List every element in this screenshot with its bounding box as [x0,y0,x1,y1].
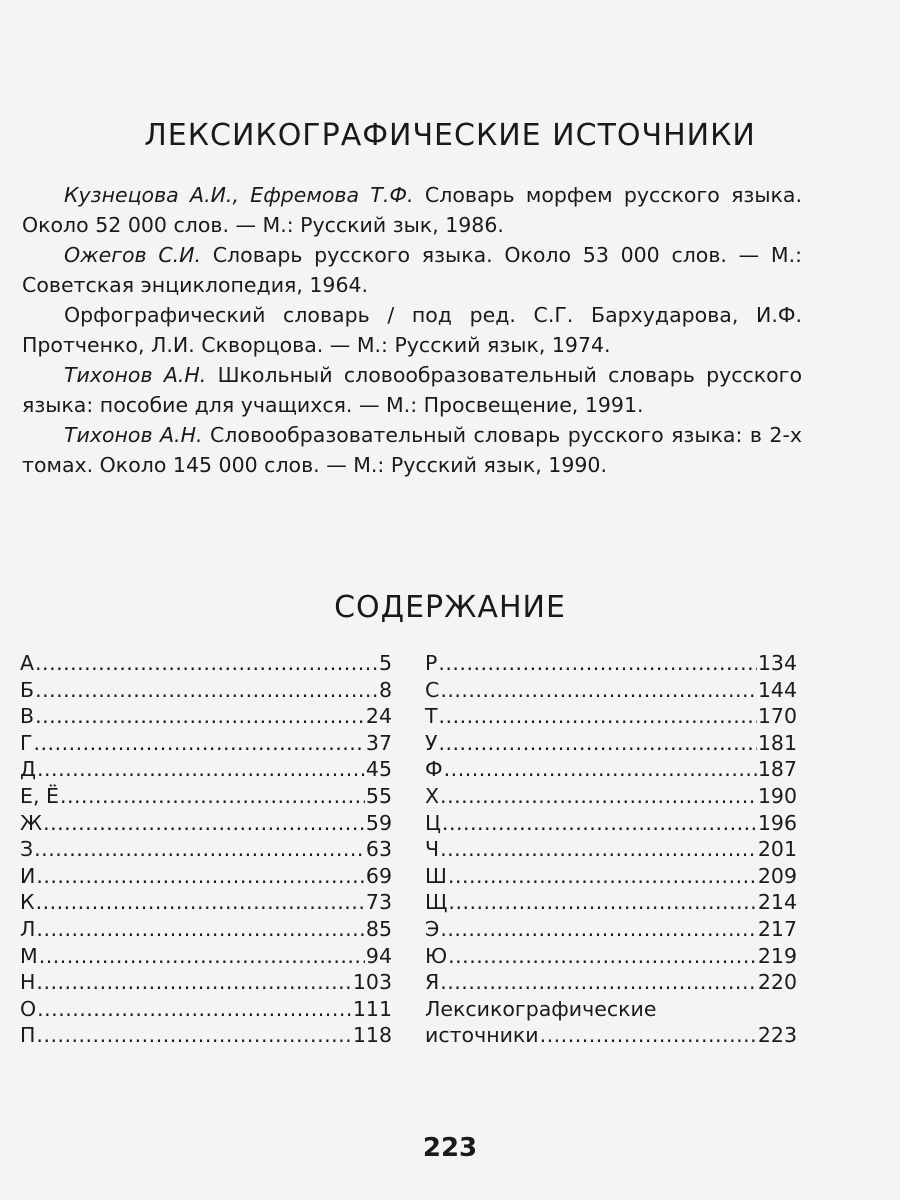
toc-entry [20,996,392,1023]
toc-letter: Д [20,757,37,782]
toc-page-number: 55 [365,783,392,808]
toc-entry [20,1022,392,1049]
toc-leader-dots [36,1022,351,1049]
toc-page-number: 45 [365,757,392,782]
toc-page-number: 181 [757,730,797,755]
toc-letter: Г [20,730,33,755]
toc-leader-dots [34,836,365,863]
toc-entry [20,783,392,810]
toc-letter: У [425,730,438,755]
toc-letter: И [20,863,36,888]
toc-entry [20,969,392,996]
lexicographic-sources-heading: ЛЕКСИКОГРАФИЧЕСКИЕ ИСТОЧНИКИ [144,118,756,153]
reference-text: Орфографический словарь / под ред. С.Г. Бархударова, И.Ф. Протченко, Л.И. Скворцова. — М.: Русский язык, 1974. [22,303,802,357]
toc-entry [20,677,392,704]
toc-page-number: 190 [757,783,797,808]
toc-entry [425,810,797,837]
toc-leader-dots [440,836,757,863]
toc-entry [20,730,392,757]
toc-letter: Б [20,677,35,702]
toc-letter: А [20,651,35,675]
toc-letter: Ю [425,943,448,968]
toc-entry [425,730,797,757]
toc-entry [425,783,797,810]
toc-entry [425,889,797,916]
toc-page-number: 196 [757,810,797,835]
toc-letter: Я [425,970,440,995]
toc-left-column [20,650,392,1049]
toc-page-number: 103 [352,970,392,995]
toc-entry [425,677,797,704]
toc-entry [20,889,392,916]
reference-author: Тихонов А.Н. [64,363,207,387]
toc-entry [20,943,392,970]
toc-letter: Ж [20,810,43,835]
toc-letter: Э [425,916,440,941]
toc-letter: Т [425,704,438,729]
toc-page-number: 144 [757,677,797,702]
toc-entry [425,943,797,970]
toc-page-number: 170 [757,704,797,729]
toc-leader-dots [440,783,757,810]
toc-letter: С [425,677,440,702]
toc-letter: К [20,890,35,915]
toc-entry [425,836,797,863]
toc-letter: Ш [425,863,447,888]
toc-page-number: 118 [352,1023,392,1048]
toc-leader-dots [35,650,378,677]
toc-entry [425,703,797,730]
toc-leader-dots [439,703,757,730]
toc-page-number: 223 [757,1023,797,1048]
toc-entry [20,810,392,837]
toc-entry [425,916,797,943]
toc-leader-dots [540,1022,757,1049]
toc-leader-dots [440,969,757,996]
toc-page-number: 85 [365,916,392,941]
toc-entry [20,703,392,730]
reference-text: Словообразовательный словарь русского языка: в 2-х томах. Около 145 000 слов. — М.: Русский язык, 1990. [22,423,802,477]
toc-leader-dots [60,783,365,810]
toc-leader-dots [34,730,365,757]
toc-entry [20,863,392,890]
toc-page-number: 8 [378,677,392,702]
reference-author: Кузнецова А.И., Ефремова Т.Ф. [64,183,414,207]
toc-letter: Ч [425,837,440,862]
reference-entry [22,180,802,240]
toc-letter: Щ [425,890,448,915]
reference-entry [22,240,802,300]
toc-letter: В [20,704,35,729]
toc-letter: О [20,996,37,1021]
reference-author: Ожегов С.И. [64,243,202,267]
toc-entry [20,756,392,783]
toc-letter: З [20,837,34,862]
toc-last-entry-line1: Лексикографические [425,996,657,1021]
toc-leader-dots [36,916,364,943]
toc-letter: Х [425,783,440,808]
toc-leader-dots [35,703,365,730]
toc-letter: П [20,1023,36,1048]
page-number: 223 [422,1133,478,1163]
reference-text: Словарь русского языка. Около 53 000 слов. — М.: Советская энциклопедия, 1964. [22,243,802,297]
toc-letter: М [20,943,38,968]
toc-entry [425,1022,797,1049]
toc-leader-dots [448,943,757,970]
contents-heading: СОДЕРЖАНИЕ [334,590,566,625]
toc-entry [425,969,797,996]
toc-entry [20,916,392,943]
toc-page-number: 217 [757,916,797,941]
toc-entry [20,836,392,863]
toc-page-number: 94 [365,943,392,968]
toc-page-number: 63 [365,837,392,862]
toc-leader-dots [37,756,365,783]
toc-letter: Ц [425,810,441,835]
toc-leader-dots [39,943,365,970]
reference-text: Школьный словообразовательный словарь русского языка: пособие для учащихся. — М.: Просвещение, 1991. [22,363,802,417]
toc-page-number: 219 [757,943,797,968]
toc-page-number: 24 [365,704,392,729]
toc-page-number: 73 [365,890,392,915]
toc-page-number: 59 [365,810,392,835]
toc-page-number: 134 [757,651,797,675]
toc-page-number: 111 [352,996,392,1021]
toc-page-number: 201 [757,837,797,862]
reference-author: Тихонов А.Н. [64,423,203,447]
reference-entry [22,420,802,480]
toc-leader-dots [444,756,757,783]
toc-page-number: 5 [378,651,392,675]
toc-entry [425,650,797,677]
toc-entry [20,650,392,677]
references-list [22,180,802,480]
toc-leader-dots [35,677,378,704]
toc-page-number: 69 [365,863,392,888]
toc-entry [425,863,797,890]
reference-entry [22,300,802,360]
toc-entry [425,756,797,783]
toc-page-number: 220 [757,970,797,995]
toc-page-number: 37 [365,730,392,755]
toc-leader-dots [36,863,365,890]
toc-letter: Н [20,970,36,995]
toc-letter: Р [425,651,438,675]
toc-leader-dots [438,650,756,677]
reference-entry [22,360,802,420]
toc-leader-dots [442,810,757,837]
toc-letter: Ф [425,757,443,782]
toc-leader-dots [440,677,757,704]
toc-leader-dots [36,969,351,996]
toc-leader-dots [448,889,756,916]
toc-leader-dots [439,730,757,757]
toc-leader-dots [448,863,757,890]
toc-letter: Е, Ё [20,783,59,808]
toc-page-number: 187 [757,757,797,782]
toc-page-number: 214 [757,890,797,915]
toc-last-entry-line2: источники [425,1023,539,1048]
toc-right-column [425,650,797,1049]
toc-leader-dots [43,810,365,837]
toc-leader-dots [440,916,757,943]
reference-text: Словарь морфем русского языка. Около 52 000 слов. — М.: Русский зык, 1986. [22,183,802,237]
toc-leader-dots [36,889,365,916]
toc-page-number: 209 [757,863,797,888]
toc-leader-dots [37,996,352,1023]
toc-letter: Л [20,916,36,941]
